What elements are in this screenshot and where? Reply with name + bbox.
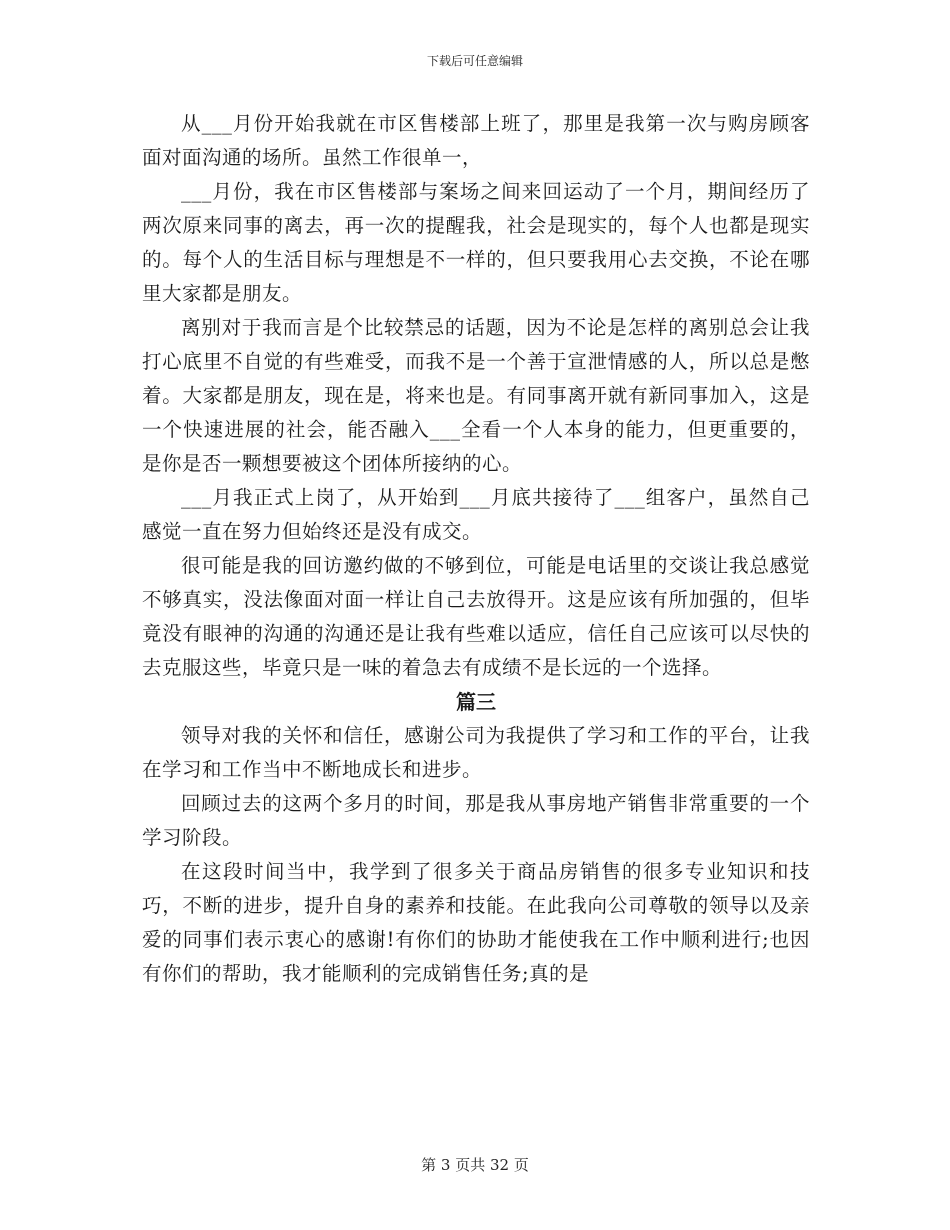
- paragraph-1: 从___月份开始我就在市区售楼部上班了，那里是我第一次与购房顾客面对面沟通的场所。虽然工作很单一，: [142, 112, 810, 169]
- paragraph-3: 离别对于我而言是个比较禁忌的话题，因为不论是怎样的离别总会让我打心底里不自觉的有些难受，而我不是一个善于宣泄情感的人，所以总是憋着。大家都是朋友，现在是，将来也是。有同事离开就有新同事加入，这是一个快速进展的社会，能否融入___全看一个人本身的能力，但更重要的，是你是否一颗想要被这个团体所接纳的心。: [142, 316, 810, 475]
- paragraph-7: 回顾过去的这两个多月的时间，那是我从事房地产销售非常重要的一个学习阶段。: [142, 792, 810, 849]
- paragraph-4: ___月我正式上岗了，从开始到___月底共接待了___组客户，虽然自己感觉一直在努力但始终还是没有成交。: [142, 486, 810, 543]
- paragraph-5: 很可能是我的回访邀约做的不够到位，可能是电话里的交谈让我总感觉不够真实，没法像面对面一样让自己去放得开。这是应该有所加强的，但毕竟没有眼神的沟通的沟通还是让我有些难以适应，信任自己应该可以尽快的去克服这些，毕竟只是一味的着急去有成绩不是长远的一个选择。: [142, 554, 810, 679]
- section-heading: 篇三: [456, 690, 496, 714]
- page-footer: 第 3 页共 32 页: [421, 1156, 529, 1174]
- paragraph-8: 在这段时间当中，我学到了很多关于商品房销售的很多专业知识和技巧，不断的进步，提升自身的素养和技能。在此我向公司尊敬的领导以及亲爱的同事们表示衷心的感谢!有你们的协助才能使我在工作中顺利进行;也因有你们的帮助，我才能顺利的完成销售任务;真的是: [142, 860, 810, 985]
- paragraph-2: ___月份，我在市区售楼部与案场之间来回运动了一个月，期间经历了两次原来同事的离去，再一次的提醒我，社会是现实的，每个人也都是现实的。每个人的生活目标与理想是不一样的，但只要我用心去交换，不论在哪里大家都是朋友。: [142, 180, 810, 305]
- page-header: 下载后可任意编辑: [426, 54, 523, 68]
- paragraph-6: 领导对我的关怀和信任，感谢公司为我提供了学习和工作的平台，让我在学习和工作当中不断地成长和进步。: [142, 724, 810, 781]
- document-body: [142, 107, 810, 991]
